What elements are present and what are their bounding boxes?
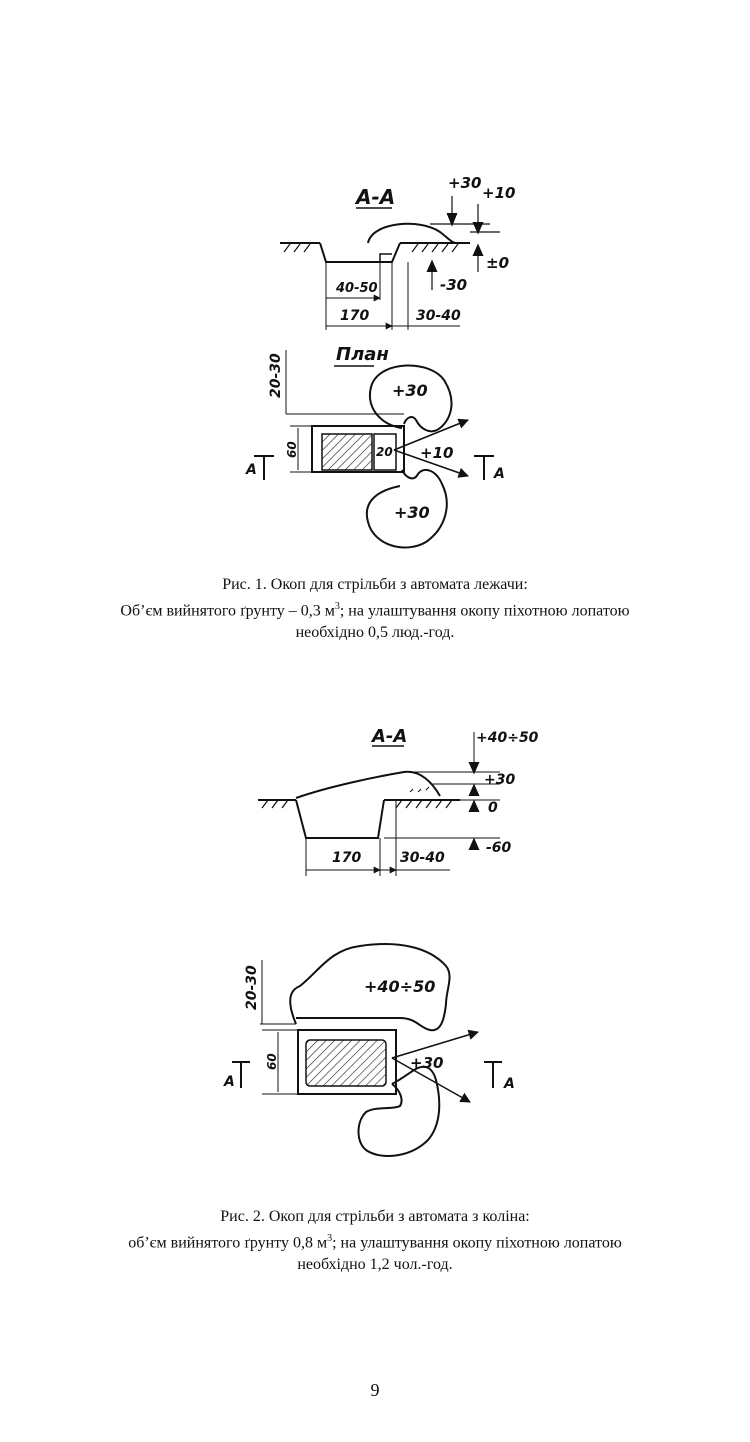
fig2-dim-depth: 60 [265, 1053, 279, 1070]
fig1-cut-right: А [494, 466, 505, 482]
figure-2-drawing [0, 700, 750, 1200]
page-number: 9 [370, 1380, 380, 1400]
figure-1-drawing [0, 0, 750, 580]
fig2-dim-side: 30-40 [400, 850, 445, 866]
fig1-caption-line1: Рис. 1. Окоп для стрільби з автомата лежачи: [222, 576, 528, 593]
fig1-dim-inner: 40-50 [336, 281, 378, 296]
fig2-zone-upper: +40÷50 [364, 977, 436, 996]
fig2-cut-right: А [504, 1076, 515, 1092]
figure-1-caption [0, 574, 750, 644]
fig2-section-label: А-А [372, 726, 408, 747]
fig1-cut-left: А [246, 462, 257, 478]
fig1-dim-width: 170 [340, 308, 370, 324]
fig1-dim-side: 30-40 [416, 308, 461, 324]
fig1-plan-label: План [336, 344, 389, 365]
fig2-level-zero: 0 [488, 800, 498, 816]
fig1-zone-upper: +30 [392, 381, 428, 400]
fig1-level-top: +30 [448, 174, 482, 192]
fig2-dim-rear: 20-30 [244, 965, 260, 1010]
figure-2-caption [0, 1206, 750, 1276]
fig2-level-top: +40÷50 [476, 730, 539, 746]
fig1-caption-line3: необхідно 0,5 люд.-год. [295, 624, 455, 642]
fig2-zone-front: +30 [410, 1054, 444, 1072]
fig1-level-bottom: -30 [440, 276, 468, 294]
fig2-caption-line2: об’єм вийнятого ґрунту 0,8 $м^3$; на улаштування окопу піхотною лопатою [128, 1233, 622, 1252]
fig2-hatched-pit [306, 1040, 386, 1086]
fig1-zone-lower: +30 [394, 503, 430, 522]
fig1-section-label: А-А [356, 185, 396, 209]
fig1-dim-slot: 20 [376, 445, 393, 459]
fig2-caption-line1: Рис. 2. Окоп для стрільби з автомата з коліна: [220, 1208, 530, 1225]
fig2-level-mid: +30 [484, 772, 516, 788]
fig2-section-view [258, 726, 500, 876]
fig1-level-mid: +10 [482, 184, 516, 202]
fig2-cut-left: А [224, 1074, 235, 1090]
fig1-dim-depth: 60 [285, 441, 299, 458]
fig2-dim-width: 170 [332, 850, 362, 866]
fig1-level-zero: ±0 [486, 254, 510, 272]
fig1-hatched-pit [322, 434, 372, 470]
fig2-level-bottom: -60 [486, 840, 512, 856]
fig1-section-view [280, 185, 500, 330]
fig1-caption-line2: Об’єм вийнятого ґрунту – 0,3 $м^3$; на улаштування окопу піхотною лопатою [120, 601, 630, 620]
fig1-dim-rear: 20-30 [268, 353, 284, 398]
fig1-zone-front: +10 [420, 444, 454, 462]
fig2-caption-line3: необхідно 1,2 чол.-год. [297, 1256, 453, 1274]
